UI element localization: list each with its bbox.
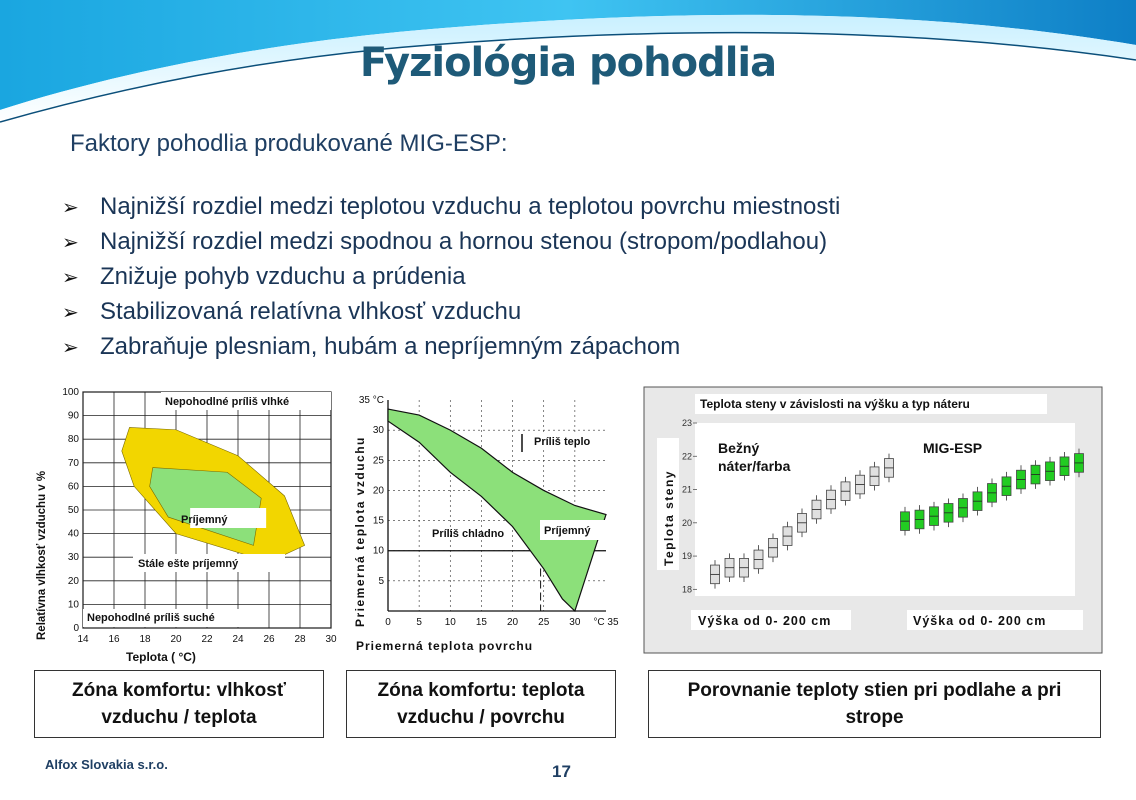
chart1-y-tick: 80 [67,434,79,446]
chart1-x-tick: 28 [294,634,306,645]
chart1-x-tick: 16 [108,634,120,645]
slide-title: Fyziológia pohodlia [359,40,777,86]
chart2-x-axis-label: Priemerná teplota povrchu [356,639,534,653]
chart2-x-tick: 25 [538,617,550,628]
chart3-x-axis-label-left: Výška od 0- 200 cm [698,614,832,628]
chart2-annotation-too-warm: Príliš teplo [534,436,591,448]
chart3-y-tick: 23 [681,418,692,428]
arrow-bullet-icon: ➢ [62,267,79,289]
chart1-y-tick: 30 [67,552,79,564]
wall-temperature-boxplot [643,386,1103,654]
chart3-x-axis-label-right: Výška od 0- 200 cm [913,614,1047,628]
chart1-x-axis-label: Teplota ( °C) [126,650,196,664]
chart2-x-tick: 0 [385,617,391,628]
chart1-x-tick: 24 [232,634,244,645]
chart3-caption: Porovnanie teploty stien pri podlahe a pri strope [648,670,1101,738]
chart2-y-tick: 5 [378,575,384,587]
chart2-annotation-too-cold: Príliš chladno [432,528,505,540]
chart1-y-tick: 90 [67,410,79,422]
humidity-comfort-chart [33,382,338,667]
chart3-group-label-standard: Bežný náter/farba [718,440,791,474]
chart1-annotation-too-dry: Nepohodlné príliš suché [87,612,215,624]
arrow-bullet-icon: ➢ [62,337,79,359]
chart1-x-tick: 14 [77,634,89,645]
chart2-caption: Zóna komfortu: teplota vzduchu / povrchu [346,670,616,738]
bullet-item [62,330,840,365]
chart1-y-tick: 10 [67,599,79,611]
bullet-text: Stabilizovaná relatívna vlhkosť vzduchu [100,298,522,325]
chart2-x-tick: °C 35 [593,617,619,628]
chart1-y-tick: 0 [73,623,79,634]
bullet-item [62,260,840,295]
chart2-y-axis-label: Priemerná teplota vzduchu [353,436,367,627]
chart1-x-tick: 26 [263,634,275,645]
chart1-annotation-comfortable: Príjemný [181,514,228,526]
chart2-y-tick: 30 [372,425,384,437]
chart3-y-tick: 21 [681,484,692,495]
chart1-annotation-still-comfortable: Stále ešte príjemný [138,558,239,570]
page-number: 17 [552,762,571,781]
chart2-y-tick: 20 [372,485,384,497]
chart2-y-tick: 35 °C [358,395,384,406]
air-surface-comfort-chart [350,382,620,667]
arrow-bullet-icon: ➢ [62,232,79,254]
chart1-y-tick: 70 [67,457,79,469]
chart1-y-tick: 50 [67,505,79,516]
chart3-title: Teplota steny v závislosti na výšku a typ náteru [700,397,970,411]
chart3-y-tick: 18 [681,584,692,595]
chart3-y-tick: 20 [681,517,692,528]
chart1-caption: Zóna komfortu: vlhkosť vzduchu / teplota [34,670,324,738]
bullet-item [62,295,840,330]
chart3-y-tick: 19 [681,551,692,562]
bullet-text: Znižuje pohyb vzduchu a prúdenia [100,263,466,290]
chart1-y-tick: 20 [67,575,79,587]
footer-company: Alfox Slovakia s.r.o. [45,757,168,772]
bullet-list [62,190,840,365]
chart1-y-tick: 40 [67,528,79,540]
chart1-annotation-too-humid: Nepohodlné príliš vlhké [165,396,290,408]
chart2-y-tick: 25 [372,455,384,467]
bullet-text: Najnižší rozdiel medzi teplotou vzduchu a teplotou povrchu miestnosti [100,193,841,220]
chart3-y-tick: 22 [681,451,692,462]
bullet-item [62,190,840,225]
slide-subtitle: Faktory pohodlia produkované MIG-ESP: [70,130,508,157]
chart2-x-tick: 5 [416,617,422,628]
chart2-x-tick: 30 [569,617,581,628]
chart1-x-tick: 18 [139,634,151,645]
chart1-x-tick: 22 [201,634,213,645]
chart2-x-tick: 10 [444,617,456,628]
chart1-y-tick: 60 [67,481,79,493]
chart1-y-tick: 100 [62,387,79,398]
chart2-x-tick: 20 [507,617,519,628]
arrow-bullet-icon: ➢ [62,197,79,219]
bullet-text: Najnižší rozdiel medzi spodnou a hornou stenou (stropom/podlahou) [100,228,828,255]
chart3-group-label-mig-esp: MIG-ESP [923,440,983,456]
chart1-x-tick: 20 [170,634,182,645]
chart2-y-tick: 10 [372,545,384,557]
arrow-bullet-icon: ➢ [62,302,79,324]
bullet-text: Zabraňuje plesniam, hubám a nepríjemným zápachom [100,333,681,360]
chart2-annotation-comfortable: Príjemný [544,525,591,537]
chart2-x-tick: 15 [475,617,487,628]
chart3-y-axis-label: Teplota steny [662,470,676,566]
chart2-y-tick: 15 [372,515,384,527]
chart1-y-axis-label: Relatívna vlhkosť vzduchu v % [36,470,48,640]
bullet-item [62,225,840,260]
chart1-x-tick: 30 [325,634,337,645]
